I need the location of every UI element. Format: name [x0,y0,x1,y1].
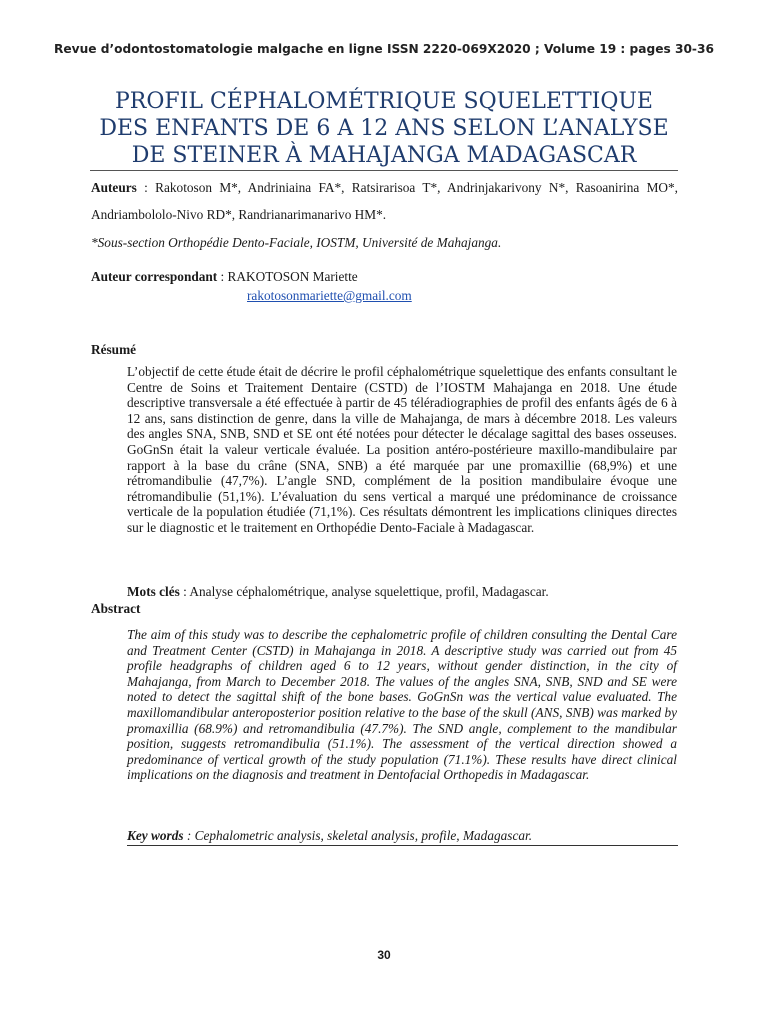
authors-list [91,174,678,228]
corresponding-name: : RAKOTOSON Mariette [217,269,358,284]
keywords-fr-text: : Analyse céphalométrique, analyse squelettique, profil, Madagascar. [179,584,549,599]
keywords-en-label: Key words [127,828,184,843]
title-line-1: PROFIL CÉPHALOMÉTRIQUE SQUELETTIQUE [115,89,653,114]
authors-names: : Rakotoson M*, Andriniaina FA*, Ratsirarisoa T*, Andrinjakarivony N*, Rasoanirina MO*, Andriambololo-Nivo RD*, Randrianarimanarivo HM*. [91,180,678,222]
affiliation: *Sous-section Orthopédie Dento-Faciale, IOSTM, Université de Mahajanga. [91,235,502,250]
abstract-divider [127,845,678,846]
article-title [60,88,708,169]
journal-header: Revue d’odontostomatologie malgache en ligne ISSN 2220-069X2020 ; Volume 19 : pages 30-36 [54,42,714,56]
title-line-2: DES ENFANTS DE 6 A 12 ANS SELON L’ANALYSE [99,116,669,141]
keywords-fr-label: Mots clés [127,584,180,599]
keywords-fr [127,584,677,600]
keywords-en [127,828,677,844]
resume-text: L’objectif de cette étude était de décrire le profil céphalométrique squelettique des enfants consultant le Centre de Soins et Traitement Dentaire (CSTD) de l’IOSTM Mahajanga en 2018. Une étude descriptive transversale a été effectuée à partir de 45 téléradiographies de profil des enfants âgés de 6 à 12 ans, sans distinction de genre, dans la ville de Mahajanga, de mars à décembre 2018. Les valeurs des angles SNA, SNB, SND et SE ont été notées pour détecter le décalage sagittal des bases osseuses. GoGnSn était la valeur verticale évaluée. La position antéro-postérieure maxillo-mandibulaire par rapport à la base du crâne (SNA, SNB) a été marquée par une promaxillie (68,9%) et une rétromandibulie (47,7%). L’angle SND, complément de la position mandibulaire évoque une rétromandibulie (51,1%). L’évaluation du sens vertical a marqué une prédominance de croissance verticale de la population étudiée (71,1%). Ces résultats démontrent les implications cliniques directes sur le diagnostic et le traitement en Orthopédie Dento-Faciale à Madagascar. [127,364,677,535]
corresponding-author [91,268,678,286]
title-line-3: DE STEINER À MAHAJANGA MADAGASCAR [131,143,637,168]
abstract-heading: Abstract [91,601,141,616]
resume-heading: Résumé [91,342,137,357]
page-number: 30 [377,948,391,962]
keywords-en-text: : Cephalometric analysis, skeletal analysis, profile, Madagascar. [183,828,533,843]
abstract-text: The aim of this study was to describe the cephalometric profile of children consulting the Dental Care and Treatment Center (CSTD) in Mahajanga in 2018. A descriptive study was carried out from 45 profile headgraphs of children aged 6 to 12 years, without gender distinction, in the city of Mahajanga, from March to December 2018. The values of the angles SNA, SNB, SND and SE were noted to detect the sagittal shift of the bone bases. GoGnSn was the vertical value evaluated. The maxillomandibular anteroposterior position relative to the base of the skull (ANS, SNB) was marked by promaxillia (68.9%) and retromandibulia (47.7%). The SND angle, complement to the mandibular position, suggests retromandibulia (51.1%). The assessment of the vertical direction showed a predominance of vertical growth of the study population (71.1%). These results have direct clinical implications on the diagnosis and treatment in Dentofacial Orthopedis in Madagascar. [127,627,677,783]
authors-label: Auteurs [91,180,137,195]
title-divider [90,170,678,171]
corresponding-label: Auteur correspondant [91,269,218,284]
email-link[interactable]: rakotosonmariette@gmail.com [247,288,412,303]
